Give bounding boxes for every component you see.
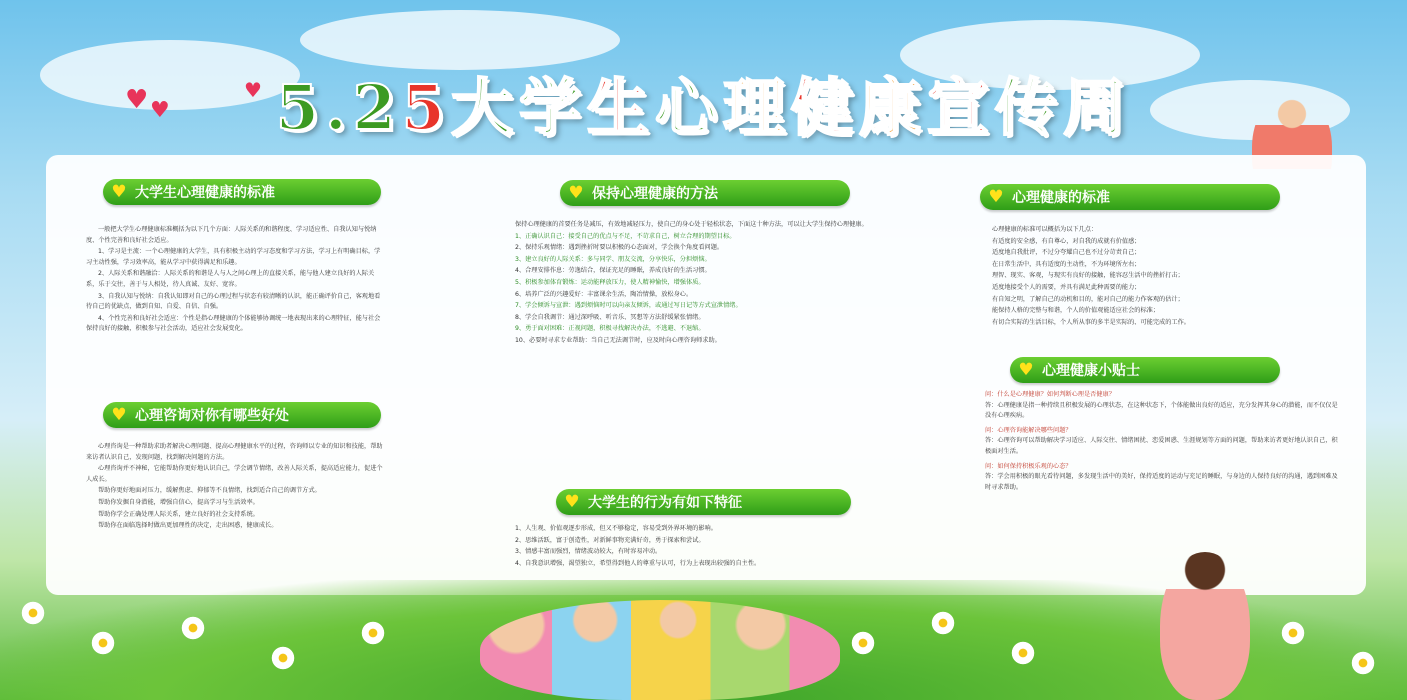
daisy-icon [270, 645, 296, 671]
tip-answer: 答：心理健康是指一种持续且积极发展的心理状态，在这种状态下，个体能做出良好的适应，充分发挥其身心的潜能，而不仅仅是没有心理疾病。 [985, 401, 1338, 420]
paragraph: 10、必要时寻求专业帮助：当自己无法调节时，应及时向心理咨询师求助。 [515, 336, 721, 344]
paragraph: 保持心理健康的首要任务是减压，有效地减轻压力，使自己的身心处于轻松状态，下面这十种方法，可以让大学生保持心理健康。 [515, 221, 868, 228]
section-heading-tips [1010, 357, 1280, 383]
paragraph: 有适度的安全感，有自尊心，对自我的成就有价值感； [992, 237, 1141, 245]
paragraph: 心理咨询是一种帮助求助者解决心理问题、提高心理健康水平的过程，咨询师以专业的知识和技能，帮助来访者认识自己，发现问题，找到解决问题的方法。 [86, 443, 383, 461]
heart-icon: ♥ [988, 187, 1004, 207]
heart-icon: ♥ [568, 183, 584, 203]
heading-text: 保持心理健康的方法 [592, 186, 718, 202]
paragraph: 4、合理安排作息：劳逸结合，保证充足的睡眠，养成良好的生活习惯。 [515, 267, 711, 275]
heading-text: 心理咨询对你有哪些好处 [135, 408, 289, 424]
tip-item [985, 390, 1340, 422]
girl-illustration [1160, 552, 1250, 700]
heart-icon: ♥ [111, 405, 127, 425]
title-char: 宣 [927, 71, 996, 144]
paragraph: 3、建立良好的人际关系：多与同学、朋友交流，分享快乐，分担烦恼。 [515, 255, 711, 263]
heart-icon: ♥ [1018, 360, 1034, 380]
heart-balloon-icon: ♥ [150, 98, 170, 123]
paragraph: 9、勇于面对困难：正视问题，积极寻找解决办法，不逃避、不退缩。 [515, 325, 705, 333]
standards-right-text [980, 225, 1340, 350]
tip-answer: 答：学会用积极的眼光看待问题，多发现生活中的美好，保持适度的运动与充足的睡眠，与身边的人保持良好的沟通，遇到困难及时寻求帮助。 [985, 473, 1338, 491]
tips-text [985, 390, 1340, 590]
paragraph: 心理咨询并不神秘，它能帮助你更好地认识自己，学会调节情绪，改善人际关系，提高适应能力，促进个人成长。 [86, 465, 383, 483]
paragraph: 2、思维活跃，富于创造性，对新鲜事物充满好奇，勇于探索和尝试。 [515, 536, 705, 544]
tip-question: 问：如何保持积极乐观的心态？ [985, 462, 1072, 470]
title-char: 健 [791, 71, 860, 144]
paragraph: 帮助你更好地面对压力，缓解焦虑、抑郁等不良情绪，找到适合自己的调节方式。 [98, 487, 321, 495]
heading-text: 心理健康的标准 [1012, 190, 1110, 206]
title-char: 生 [586, 71, 655, 144]
paragraph: 一般把大学生心理健康标准概括为以下几个方面：人际关系的和谐程度、学习适应性、自我认知与悦纳度、个性完善和良好社会适应。 [86, 226, 377, 244]
heart-balloon-icon: ♥ [125, 85, 149, 115]
heading-text: 大学生心理健康的标准 [135, 185, 275, 201]
children-illustration [480, 600, 840, 700]
daisy-icon [1350, 650, 1376, 676]
paragraph: 1、正确认识自己：接受自己的优点与不足，不苛求自己，树立合理的期望目标。 [515, 232, 736, 240]
heart-icon: ♥ [111, 182, 127, 202]
paragraph: 3、自我认知与悦纳：自我认知即对自己的心理过程与状态有较清晰的认识，能正确评价自己，客观地看待自己的优缺点，做到自知、自爱、自信、自强。 [86, 292, 381, 311]
title-char: 心 [654, 71, 723, 144]
counseling-text [86, 442, 386, 590]
poster-title [0, 58, 1407, 147]
section-heading-standards-left [103, 179, 381, 205]
maintain-text [503, 220, 948, 475]
paragraph: 4、自我意识增强，渴望独立，希望得到他人的尊重与认可，行为上表现出较强的自主性。 [515, 559, 761, 567]
paragraph: 4、个性完善和良好社会适应：个性是指心理健康的个体能够协调统一地表现出来的心理特征，能与社会保持良好的接触，积极参与社会活动，适应社会发展变化。 [86, 314, 381, 333]
standards-left-text [86, 225, 386, 395]
title-char: 学 [518, 71, 587, 144]
heart-icon: ♥ [564, 492, 580, 512]
paragraph: 心理健康的标准可以概括为以下几点： [992, 226, 1098, 233]
tip-question: 问：什么是心理健康？如何判断心理是否健康？ [985, 391, 1115, 398]
paragraph: 适度地接受个人的需要，并具有满足此种需要的能力； [992, 283, 1141, 291]
paragraph: 帮助你发掘自身潜能，增强自信心，提高学习与生活效率。 [98, 498, 259, 506]
daisy-icon [930, 610, 956, 636]
paragraph: 在日常生活中，具有适度的主动性，不为环境所左右； [992, 260, 1141, 268]
daisy-icon [90, 630, 116, 656]
paragraph: 1、学习是主流：一个心理健康的大学生，具有积极主动的学习态度和学习方法，学习上有明确目标，学习主动性强，学习效率高，能从学习中获得满足和乐趣。 [86, 248, 381, 266]
title-char: 传 [995, 71, 1064, 144]
daisy-icon [180, 615, 206, 641]
paragraph: 1、人生观、价值观逐步形成，但又不够稳定，容易受到外界环境的影响。 [515, 525, 717, 532]
section-heading-standards-right [980, 184, 1280, 210]
paragraph: 2、人际关系和谐融洽：人际关系的和谐是人与人之间心理上的直接关系，能与他人建立良好的人际关系，乐于交往，善于与人相处，待人真诚、友好、宽容。 [86, 270, 375, 288]
paragraph: 帮助你在面临选择时做出更加理性的决定，走出困惑，健康成长。 [98, 522, 278, 530]
title-char: 周 [1063, 71, 1132, 144]
paragraph: 7、学会倾诉与宣泄：遇到烦恼时可以向亲友倾诉，或通过写日记等方式宣泄情绪。 [515, 302, 742, 310]
daisy-icon [360, 620, 386, 646]
daisy-icon [850, 630, 876, 656]
daisy-icon [1280, 620, 1306, 646]
paragraph: 2、保持乐观情绪：遇到挫折时要以积极的心态面对，学会换个角度看问题。 [515, 244, 724, 252]
paragraph: 6、培养广泛的兴趣爱好：丰富课余生活，陶冶情操，放松身心。 [515, 290, 693, 298]
heading-text: 心理健康小贴士 [1042, 363, 1140, 379]
tip-item [985, 462, 1340, 494]
heart-balloon-icon: ♥ [244, 78, 262, 102]
daisy-icon [1010, 640, 1036, 666]
title-char: 理 [722, 71, 791, 144]
title-char: 2 [352, 71, 402, 144]
paragraph: 帮助你学会正确处理人际关系，建立良好的社会支持系统。 [98, 510, 259, 518]
title-char: 康 [859, 71, 928, 144]
title-char: 大 [450, 71, 519, 144]
title-char: 5 [275, 71, 326, 144]
paragraph: 3、情感丰富而强烈，情绪波动较大，有时容易冲动。 [515, 548, 662, 556]
tip-answer: 答：心理咨询可以帮助解决学习适应、人际交往、情绪困扰、恋爱困惑、生涯规划等方面的问题，帮助来访者更好地认识自己，积极面对生活。 [985, 437, 1338, 455]
heading-text: 大学生的行为有如下特征 [588, 495, 742, 511]
paragraph: 理智、现实、客观，与现实有良好的接触，能容忍生活中的挫折打击； [992, 272, 1184, 280]
tip-question: 问：心理咨询能解决哪些问题？ [985, 426, 1072, 434]
title-char: . [325, 71, 353, 144]
paragraph: 8、学会自我调节：通过深呼吸、听音乐、冥想等方法舒缓紧张情绪。 [515, 313, 705, 321]
title-char: 5 [401, 71, 451, 144]
paragraph: 有切合实际的生活目标，个人所从事的多半是实际的、可能完成的工作。 [992, 318, 1190, 326]
paragraph: 适度地自我批评，不过分夸耀自己也不过分苛责自己； [992, 249, 1141, 257]
paragraph: 5、积极参加体育锻炼：运动能释放压力，使人精神愉快，增强体质。 [515, 278, 705, 286]
section-heading-behavior [556, 489, 851, 515]
daisy-icon [20, 600, 46, 626]
paragraph: 能保持人格的完整与和谐，个人的价值观能适应社会的标准； [992, 307, 1160, 315]
section-heading-maintain [560, 180, 850, 206]
section-heading-counseling [103, 402, 381, 428]
paragraph: 有自知之明，了解自己的动机和目的，能对自己的能力作客观的估计； [992, 295, 1184, 303]
tip-item [985, 426, 1340, 458]
